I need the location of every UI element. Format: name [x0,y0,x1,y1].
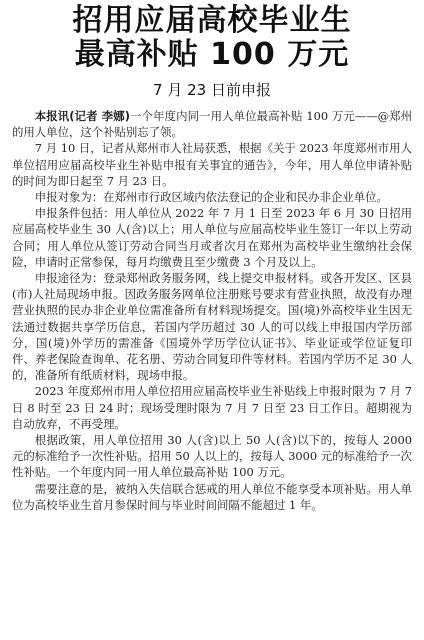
paragraph-channels: 申报途径为：登录郑州政务服务网，线上提交申报材料。或各开发区、区县(市)人社局现场申报。因政务服务网单位注册账号要求有营业执照，故没有办理营业执照的民办非企业单位需准备所有材料现场提交。国(境)外高校毕业生因无法通过数据共享学历信息，若国内学历超过 30 人的可以线上申报国内学历部分，国(境)外学历的需准备《国境外学历学位认证书》、毕业证或学位证复印件、养老保险查询单、花名册、劳动合同复印件等材料。若国内学历不足 30 人的，准备所有纸质材料，现场申报。 [12,271,412,383]
paragraph-applicants: 申报对象为：在郑州市行政区域内依法登记的企业和民办非企业单位。 [34,190,388,205]
headline-line-1: 招用应届高校毕业生 [72,3,352,38]
headline [12,4,412,72]
lead-paragraph [12,108,412,140]
paragraph-conditions: 申报条件包括：用人单位从 2022 年 7 月 1 日至 2023 年 6 月 30 日招用应届高校毕业生 30 人(含)以上；用人单位与应届高校毕业生签订一年以上劳动合同；用人单位从签订劳动合同当月或者次月在郑州为高校毕业生缴纳社会保险，申请时正常参保，每月均缴费且至少缴费 3 个月及以上。 [12,206,412,269]
subheadline: 7 月 23 日前申报 [153,81,271,99]
paragraph-policy: 根据政策，用人单位招用 30 人(含)以上 50 人(含)以下的，按每人 2000 元的标准给予一次性补贴。招用 50 人以上的，按每人 3000 元的标准给予一次性补贴。一个年度内同一用人单位最高补贴 100 万元。 [12,433,412,480]
byline: 本报讯(记者 李娜) [34,109,130,123]
paragraph-notes: 需要注意的是，被纳入失信联合惩戒的用人单位不能享受本项补贴。用人单位为高校毕业生首月参保时间与毕业时间间隔不能超过 1 年。 [12,481,412,512]
headline-line-2: 最高补贴 100 万元 [74,37,350,72]
paragraph-deadline: 2023 年度郑州市用人单位招用应届高校毕业生补贴线上申报时限为 7 月 7 日 8 时至 23 日 24 时；现场受理时限为 7 月 7 日至 23 日工作日。超期视为自动放弃，不再受理。 [12,384,412,431]
paragraph-date: 7 月 10 日，记者从郑州市人社局获悉，根据《关于 2023 年度郑州市用人单位招用应届高校毕业生补贴申报有关事宜的通告》，今年，用人单位申请补贴的时间为即日起至 7 月 23 日。 [12,141,412,188]
lead-text: 一个年度内同一用人单位最高补贴 100 万元——@郑州的用人单位，这个补贴别忘了领。 [12,109,412,140]
